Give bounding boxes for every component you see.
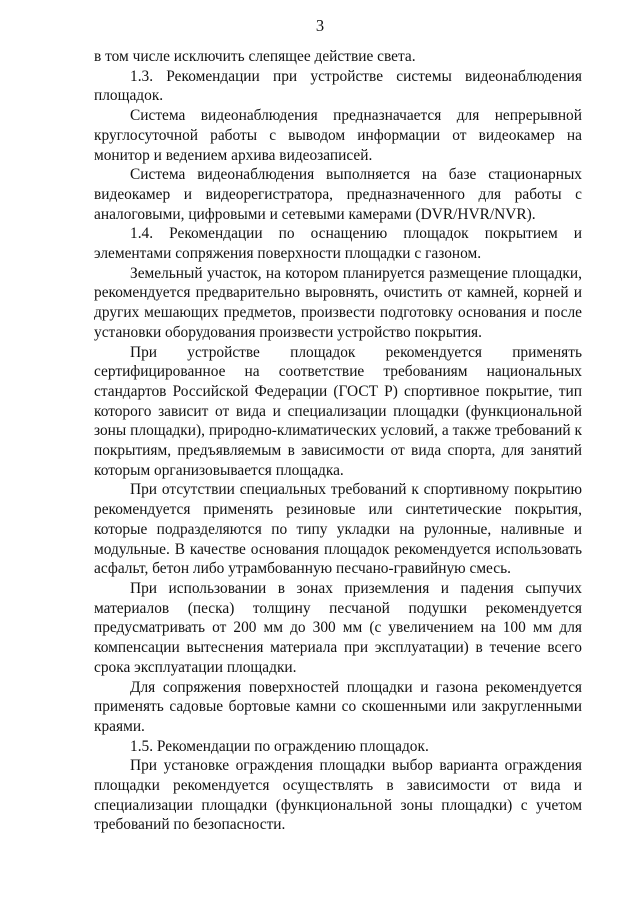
paragraph: Система видеонаблюдения предназначается для непрерывной круглосуточной работы с выводом информации от видеокамер на монитор и ведением архива видеозаписей. (94, 107, 582, 164)
paragraph: Для сопряжения поверхностей площадки и газона рекомендуется применять садовые бортовые камни со скошенными или закругленными краями. (94, 678, 582, 735)
paragraph: Земельный участок, на котором планируется размещение площадки, рекомендуется предварительно выровнять, очистить от камней, корней и других мешающих предметов, произвести подготовку основания и после установки оборудования произвести устройство покрытия. (94, 264, 582, 341)
paragraph: При устройстве площадок рекомендуется применять сертифицированное на соответствие требованиям национальных стандартов Российской Федерации (ГОСТ Р) спортивное покрытие, тип которого зависит от вида и специализации площадки (функциональной зоны площадки), природно-климатических условий, а также требований к покрытиям, предъявляемым в зависимости от вида спорта, для занятий которым организовывается площадка. (94, 343, 582, 479)
paragraph: При использовании в зонах приземления и падения сыпучих материалов (песка) толщину песчаной подушки рекомендуется предусматривать от 200 мм до 300 мм (с увеличением на 100 мм для компенсации вытеснения материала при эксплуатации) в течение всего срока эксплуатации площадки. (94, 579, 582, 676)
paragraph: При установке ограждения площадки выбор варианта ограждения площадки рекомендуется осуществлять в зависимости от вида и специализации площадки (функциональной зоны площадки) с учетом требований по безопасности. (94, 757, 582, 834)
section-heading-1-4: 1.4. Рекомендации по оснащению площадок покрытием и элементами сопряжения поверхности площадки с газоном. (94, 225, 582, 263)
section-heading-1-5: 1.5. Рекомендации по ограждению площадок. (130, 737, 429, 755)
paragraph: При отсутствии специальных требований к спортивному покрытию рекомендуется применять резиновые или синтетические покрытия, которые подразделяются по типу укладки на рулонные, наливные и модульные. В качестве основания площадок рекомендуется использовать асфальт, бетон либо утрамбованную песчано-гравийную смесь. (94, 481, 582, 578)
paragraph-continuation: в том числе исключить слепящее действие света. (94, 48, 416, 65)
page-number: 3 (315, 16, 325, 35)
section-heading-1-3: 1.3. Рекомендации при устройстве системы видеонаблюдения площадок. (94, 67, 582, 105)
paragraph: Система видеонаблюдения выполняется на базе стационарных видеокамер и видеорегистратора, предназначенного для работы с аналоговыми, цифровыми и сетевыми камерами (DVR/HVR/NVR). (94, 166, 582, 223)
document-body (94, 47, 582, 835)
